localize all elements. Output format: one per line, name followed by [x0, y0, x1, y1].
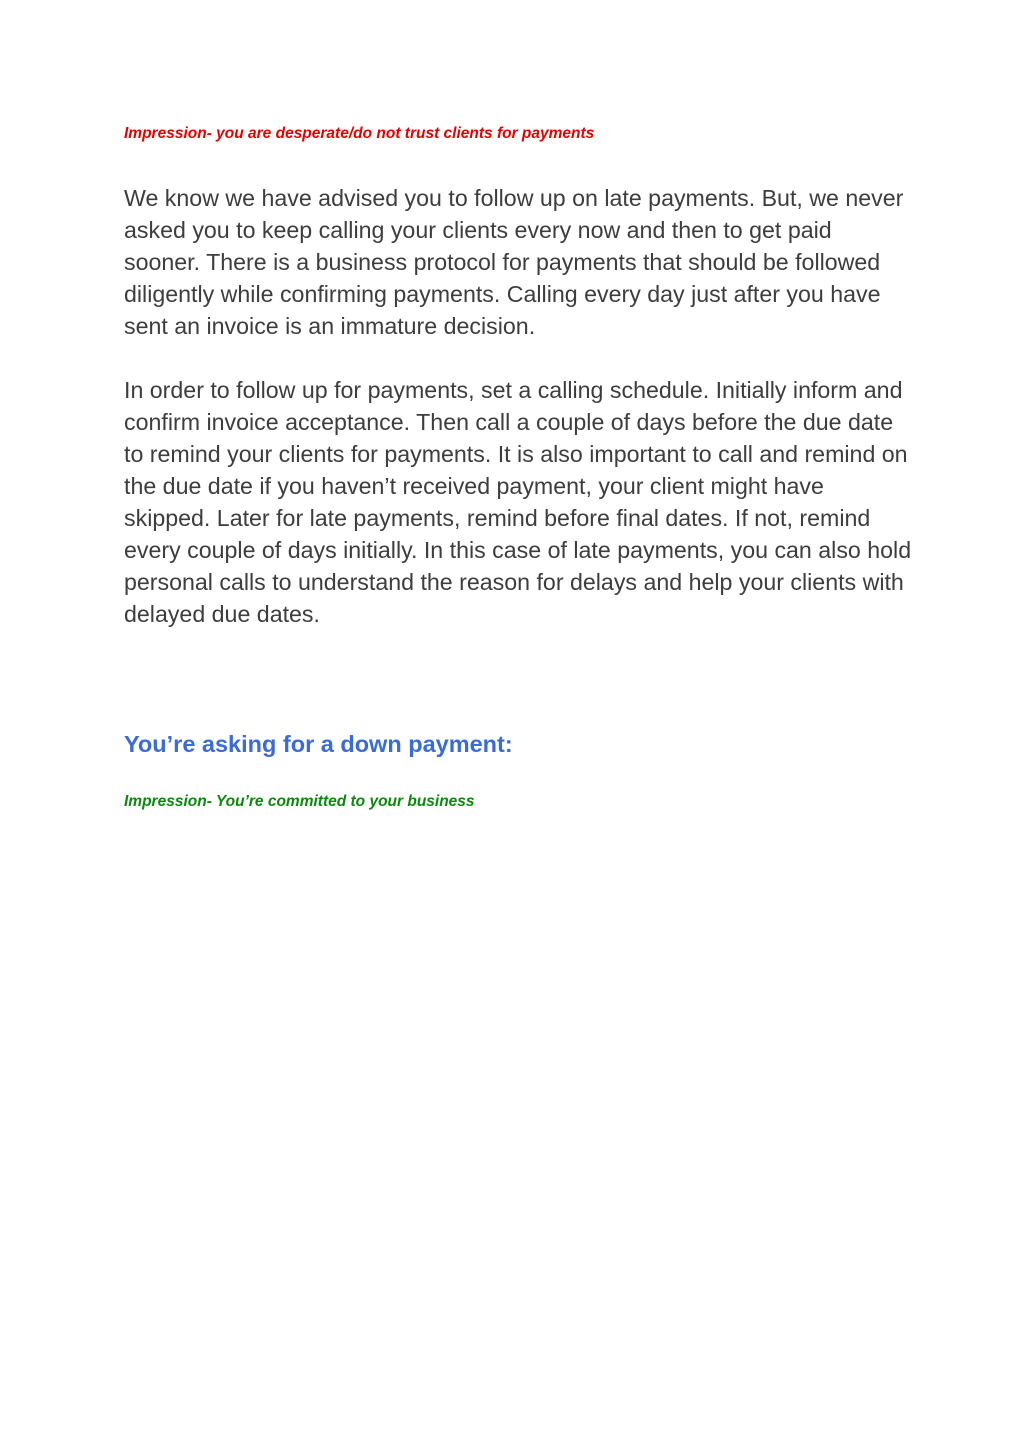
body-paragraph-follow-up: We know we have advised you to follow up on late payments. But, we never asked you to keep calling your clients every now and then to get paid sooner. There is a business protocol for payments that should be followed diligently while confirming payments. Calling every day just after you have sent an invoice is an immature decision. [124, 185, 904, 339]
section-heading-down-payment: You’re asking for a down payment: [124, 731, 513, 757]
body-paragraph-calling-schedule: In order to follow up for payments, set a calling schedule. Initially inform and confirm invoice acceptance. Then call a couple of days before the due date to remind your clients for payments. It is also important to call and remind on the due date if you haven’t received payment, your client might have skipped. Later for late payments, remind before final dates. If not, remind every couple of days initially. In this case of late payments, you can also hold personal calls to understand the reason for delays and help your clients with delayed due dates. [124, 377, 912, 627]
document-content [124, 124, 914, 812]
impression-note-desperate: Impression- you are desperate/do not trust clients for payments [124, 125, 595, 142]
impression-note-committed: Impression- You’re committed to your business [124, 793, 475, 810]
